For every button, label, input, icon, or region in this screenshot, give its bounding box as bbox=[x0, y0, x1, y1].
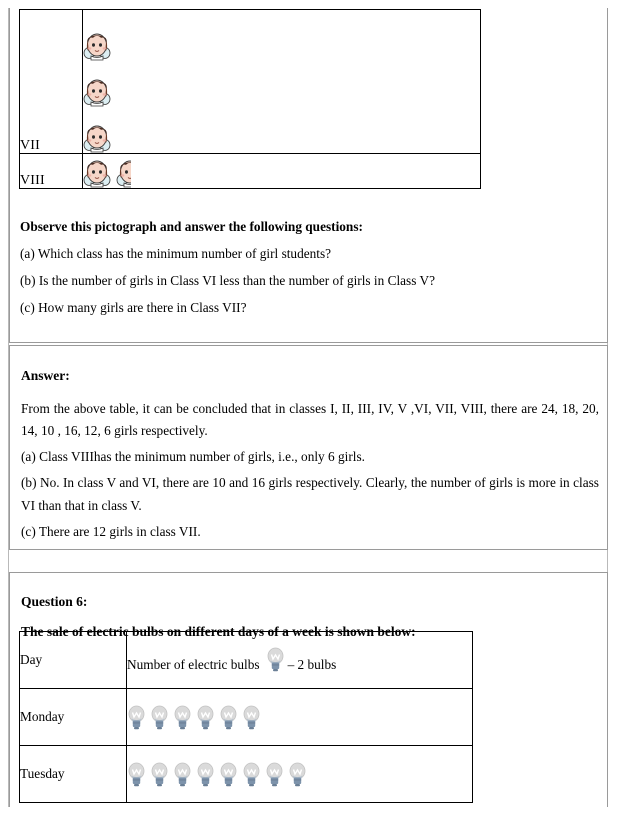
pictograph-table bbox=[19, 9, 481, 189]
light-bulb-icon bbox=[265, 762, 284, 787]
row-label-tuesday: Tuesday bbox=[20, 746, 127, 803]
column-header-bulbs bbox=[127, 632, 473, 689]
table-row bbox=[20, 746, 473, 803]
light-bulb-icon bbox=[266, 647, 285, 672]
questions-list bbox=[20, 220, 600, 328]
bulb-sales-table bbox=[19, 631, 473, 803]
column-header-bulbs-suffix: – 2 bulbs bbox=[287, 656, 337, 672]
answer-heading: Answer: bbox=[21, 367, 70, 383]
light-bulb-icon bbox=[196, 762, 215, 787]
answer-paragraph-summary: From the above table, it can be concluded that in classes I, II, III, IV, V ,VI, VII, VIII, there are 24, 18, 20, 14, 10 , 16, 12, 6 girls respectively. bbox=[21, 400, 599, 439]
light-bulb-icon bbox=[127, 762, 146, 787]
light-bulb-icon bbox=[242, 705, 261, 730]
bulb-icons-tuesday bbox=[127, 746, 473, 803]
question6-prompt: The sale of electric bulbs on different days of a week is shown below: bbox=[21, 623, 416, 639]
column-header-day: Day bbox=[20, 632, 127, 689]
observe-heading: Observe this pictograph and answer the following questions: bbox=[20, 219, 363, 234]
answer-paragraph-b: (b) No. In class V and VI, there are 10 and 16 girls respectively. Clearly, the number of girls is more in class VI than that in class V. bbox=[21, 475, 599, 513]
answer-paragraph-a: (a) Class VIIIhas the minimum number of girls, i.e., only 6 girls. bbox=[21, 449, 365, 465]
pictograph-class-label-vii: VII bbox=[20, 10, 83, 154]
light-bulb-icon bbox=[150, 762, 169, 787]
row-label-monday: Monday bbox=[20, 689, 127, 746]
table-row bbox=[20, 154, 481, 189]
girl-face-icon bbox=[83, 156, 111, 188]
girl-face-half-icon bbox=[116, 156, 131, 188]
girl-face-icon bbox=[83, 29, 111, 61]
question6-number: Question 6: bbox=[21, 593, 88, 609]
pictograph-class-label-viii: VIII bbox=[20, 154, 83, 189]
table-row bbox=[20, 689, 473, 746]
column-header-bulbs-prefix: Number of electric bulbs bbox=[127, 656, 260, 672]
pictograph-icons-viii bbox=[83, 154, 481, 189]
question-item-a: (a) Which class has the minimum number of girl students? bbox=[20, 245, 332, 261]
light-bulb-icon bbox=[127, 705, 146, 730]
question6-block bbox=[9, 572, 608, 807]
light-bulb-icon bbox=[173, 705, 192, 730]
table-row bbox=[20, 10, 481, 154]
pictograph-question-block bbox=[9, 8, 608, 343]
girl-face-icon bbox=[83, 121, 111, 153]
light-bulb-icon bbox=[219, 705, 238, 730]
pictograph-icons-vii bbox=[83, 10, 481, 154]
light-bulb-icon bbox=[288, 762, 307, 787]
light-bulb-icon bbox=[219, 762, 238, 787]
girl-face-icon bbox=[83, 75, 111, 107]
bulb-icons-monday bbox=[127, 689, 473, 746]
light-bulb-icon bbox=[196, 705, 215, 730]
light-bulb-icon bbox=[242, 762, 261, 787]
light-bulb-icon bbox=[150, 705, 169, 730]
answer-block bbox=[9, 345, 608, 550]
question-item-c: (c) How many girls are there in Class VII? bbox=[20, 299, 247, 315]
table-header-row bbox=[20, 632, 473, 689]
answer-paragraph-c: (c) There are 12 girls in class VII. bbox=[21, 523, 201, 539]
light-bulb-icon bbox=[173, 762, 192, 787]
question-item-b: (b) Is the number of girls in Class VI less than the number of girls in Class V? bbox=[20, 272, 435, 288]
